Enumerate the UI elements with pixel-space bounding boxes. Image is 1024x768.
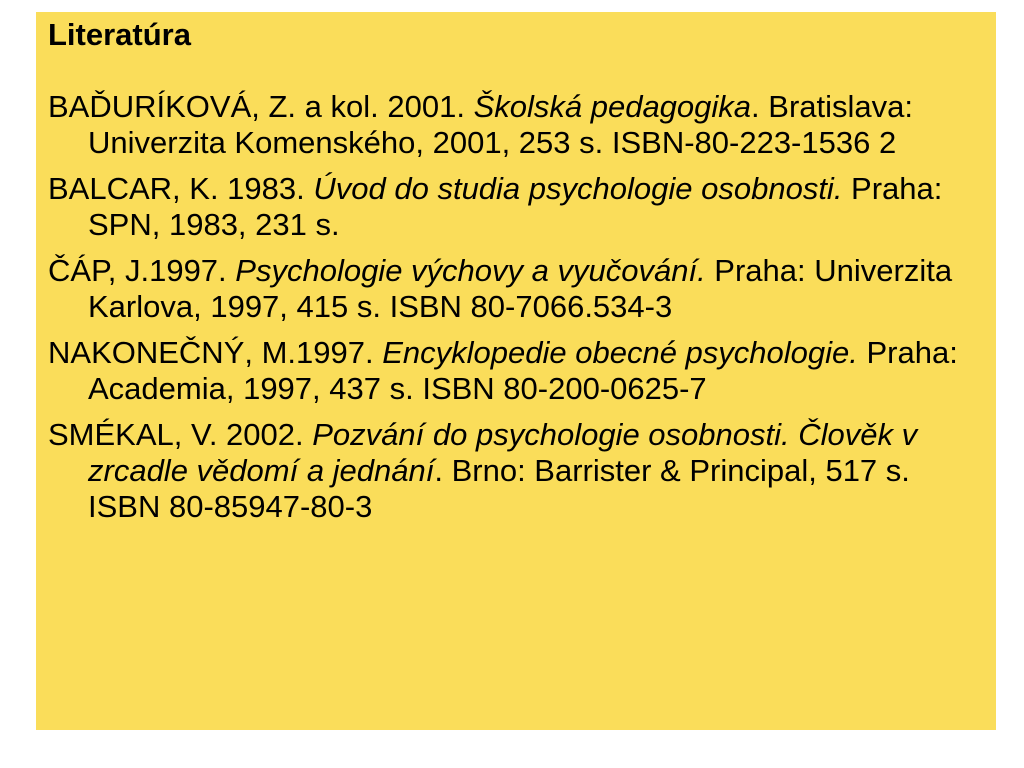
reference-title: Pozvání do psychologie osobnosti. Člověk v zrcadle vědomí a jednání	[88, 417, 918, 488]
reference-author: BALCAR, K. 1983.	[48, 171, 314, 206]
reference-details: Praha: Academia, 1997, 437 s. ISBN 80-200-0625-7	[88, 335, 958, 406]
reference-list	[48, 89, 984, 525]
literature-slide	[36, 12, 996, 730]
reference-item	[48, 335, 984, 407]
reference-author: NAKONEČNÝ, M.1997.	[48, 335, 383, 370]
reference-item	[48, 171, 984, 243]
reference-title: Encyklopedie obecné psychologie.	[382, 335, 858, 370]
reference-author: BAĎURÍKOVÁ, Z. a kol. 2001.	[48, 89, 474, 124]
reference-details: . Brno: Barrister & Principal, 517 s. ISBN 80-85947-80-3	[88, 453, 910, 524]
reference-details: Praha: SPN, 1983, 231 s.	[88, 171, 943, 242]
reference-author: SMÉKAL, V. 2002.	[48, 417, 313, 452]
reference-title: Úvod do studia psychologie osobnosti.	[313, 171, 843, 206]
reference-item	[48, 253, 984, 325]
reference-details: Praha: Univerzita Karlova, 1997, 415 s. ISBN 80-7066.534-3	[88, 253, 953, 324]
reference-title: Školská pedagogika	[473, 89, 752, 124]
reference-author: ČÁP, J.1997.	[48, 253, 236, 288]
reference-title: Psychologie výchovy a vyučování.	[235, 253, 706, 288]
reference-details: . Bratislava: Univerzita Komenského, 2001, 253 s. ISBN-80-223-1536 2	[88, 89, 913, 160]
reference-item	[48, 417, 984, 525]
slide-heading: Literatúra	[48, 17, 191, 52]
reference-item	[48, 89, 984, 161]
